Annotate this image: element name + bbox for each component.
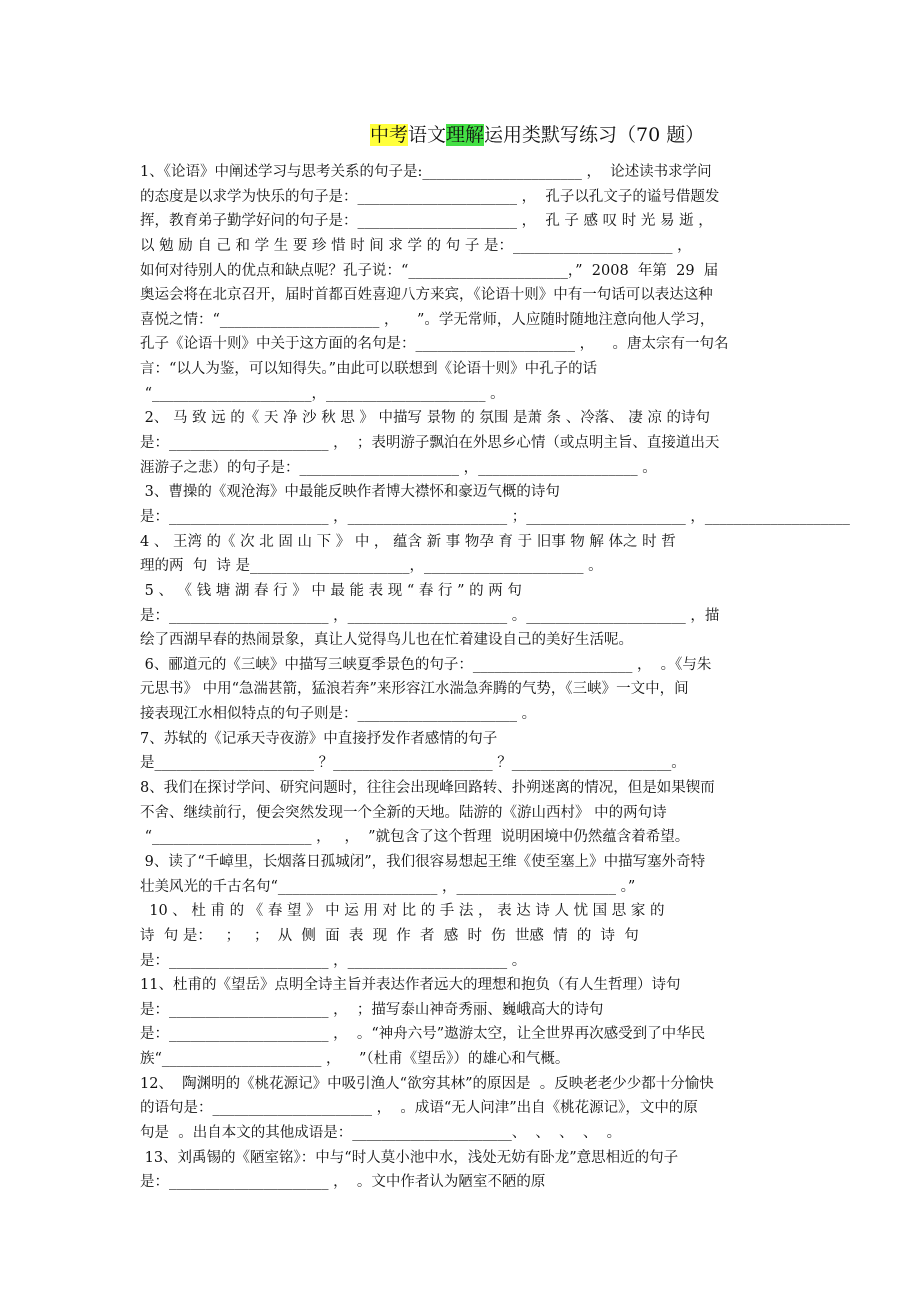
text-line: 8、我们在探讨学问、研究问题时，往往会出现峰回路转、扑朔迷离的情况，但是如果锲而 <box>140 780 715 797</box>
text-line: 族“______________________ ， ”（杜甫《望岳》）的雄心和气概。 <box>140 1051 570 1068</box>
text-line: 4 、 王湾 的《 次 北 固 山 下 》 中 ， 蕴含 新 事 物孕 育 于 旧事 物 解 体之 时 哲 <box>140 533 676 550</box>
text-line: “______________________ ， ， ”就包含了这个哲理 说明困境中仍然蕴含着希望。 <box>140 829 690 846</box>
text-line: 是：______________________ ，______________________ 。______________________ ，描 <box>140 607 720 624</box>
text-line: 2、 马 致 远 的《 天 净 沙 秋 思 》 中描写 景物 的 氛围 是萧 条 、冷落、 凄 凉 的诗句 <box>140 410 711 427</box>
text-line: 孔子《论语十则》中关于这方面的名句是：______________________ ， 。唐太宗有一句名 <box>140 336 729 353</box>
text-line: 3、曹操的《观沧海》中最能反映作者博大襟怀和豪迈气概的诗句 <box>140 484 560 501</box>
text-line: 以 勉 励 自 己 和 学 生 要 珍 惜 时 间 求 学 的 句 子 是：______________________ ， <box>140 237 692 254</box>
title-text-rest: 运用类默写练习（70 题） <box>484 124 705 146</box>
text-line: 言：“以人为鉴，可以知得失。”由此可以联想到《论语十则》中孔子的话 <box>140 361 598 378</box>
text-line: 12、 陶渊明的《桃花源记》中吸引渔人“欲穷其林”的原因是 。反映老老少少都十分愉快 <box>140 1075 714 1092</box>
text-line: 是：______________________ ， 。“神舟六号”遨游太空，让全世界再次感受到了中华民 <box>140 1026 706 1043</box>
text-line: 的语句是：______________________ ， 。成语“无人问津”出自《桃花源记》，文中的原 <box>140 1100 698 1117</box>
text-line: 句是 。出自本文的其他成语是：______________________、 、 、 、 。 <box>140 1124 622 1141</box>
text-line: 不舍、继续前行，便会突然发现一个全新的天地。陆游的《游山西村》 中的两句诗 <box>140 804 667 821</box>
text-line: 的态度是以求学为快乐的句子是：______________________ ， 孔子以孔文子的谥号借题发 <box>140 188 720 205</box>
text-line: 诗 句 是： ； ； 从 侧 面 表 现 作 者 感 时 伤 世感 情 的 诗 句 <box>140 927 639 944</box>
text-line: 5 、 《 钱 塘 湖 春 行 》 中 最 能 表 现 “ 春 行 ” 的 两 句 <box>140 582 522 599</box>
text-line: 如何对待别人的优点和缺点呢？孔子说：“______________________，” 2008 年第 29 届 <box>140 262 719 279</box>
text-line: 接表现江水相似特点的句子则是：______________________ 。 <box>140 706 537 723</box>
text-line: 1、《论语》中阐述学习与思考关系的句子是:______________________ ， 论述读书求学问 <box>140 164 712 180</box>
text-line: 是：______________________ ， ；表明游子飘泊在外思乡心情（或点明主旨、直接道出天 <box>140 435 720 452</box>
title-text: 语文 <box>408 124 447 146</box>
text-line: 10 、 杜 甫 的 《 春 望 》 中 运 用 对 比 的 手 法 ， 表 达 诗 人 忧 国 思 家 的 <box>140 903 665 920</box>
text-line: 9、读了“千嶂里，长烟落日孤城闭”，我们很容易想起王维《使至塞上》中描写塞外奇特 <box>140 853 706 870</box>
text-line: 7、苏轼的《记承天寺夜游》中直接抒发作者感情的句子 <box>140 730 498 747</box>
text-line: 理的两 句 诗 是______________________，______________________ 。 <box>140 558 603 575</box>
text-line: 挥，教育弟子勤学好问的句子是：______________________ ， 孔 子 感 叹 时 光 易 逝 ， <box>140 213 713 230</box>
exercise-body <box>140 160 920 1195</box>
text-line: 11、杜甫的《望岳》点明全诗主旨并表达作者远大的理想和抱负（有人生哲理）诗句 <box>140 977 681 994</box>
text-line: 是：______________________ ，______________________ ；______________________ ，____________________ <box>140 508 850 525</box>
text-line: 是：______________________ ， ；描写泰山神奇秀丽、巍峨高大的诗句 <box>140 1001 604 1018</box>
text-line: 是______________________ ？______________________ ？______________________。 <box>140 755 686 772</box>
page-title <box>370 121 890 149</box>
text-line: 喜悦之情：“______________________ ， ”。学无常师，人应随时随地注意向他人学习， <box>140 311 715 328</box>
text-line: 13、刘禹锡的《陋室铭》：中与“时人莫小池中水，浅处无妨有卧龙”意思相近的句子 <box>140 1149 679 1166</box>
text-line: 壮美风光的千古名句“______________________ ，______________________ 。” <box>140 878 636 895</box>
text-line: “______________________，______________________ 。 <box>140 385 505 402</box>
text-line: 是：______________________ ，______________________ 。 <box>140 952 527 969</box>
text-line: 是：______________________ ， 。文中作者认为陋室不陋的原 <box>140 1174 546 1191</box>
title-highlight-green: 理解 <box>446 124 485 146</box>
text-line: 元思书》 中用“急湍甚箭，猛浪若奔”来形容江水湍急奔腾的气势，《三峡》一文中，间 <box>140 681 689 698</box>
text-line: 绘了西湖早春的热闹景象，真让人觉得鸟儿也在忙着建设自己的美好生活呢。 <box>140 632 633 649</box>
text-line: 奥运会将在北京召开，届时首都百姓喜迎八方来宾，《论语十则》中有一句话可以表达这种 <box>140 287 713 304</box>
text-line: 涯游子之悲）的句子是：______________________ ，______________________ 。 <box>140 459 657 476</box>
title-highlight-yellow: 中考 <box>370 124 409 146</box>
text-line: 6、郦道元的《三峡》中描写三峡夏季景色的句子：______________________ ， 。《与朱 <box>140 656 712 673</box>
